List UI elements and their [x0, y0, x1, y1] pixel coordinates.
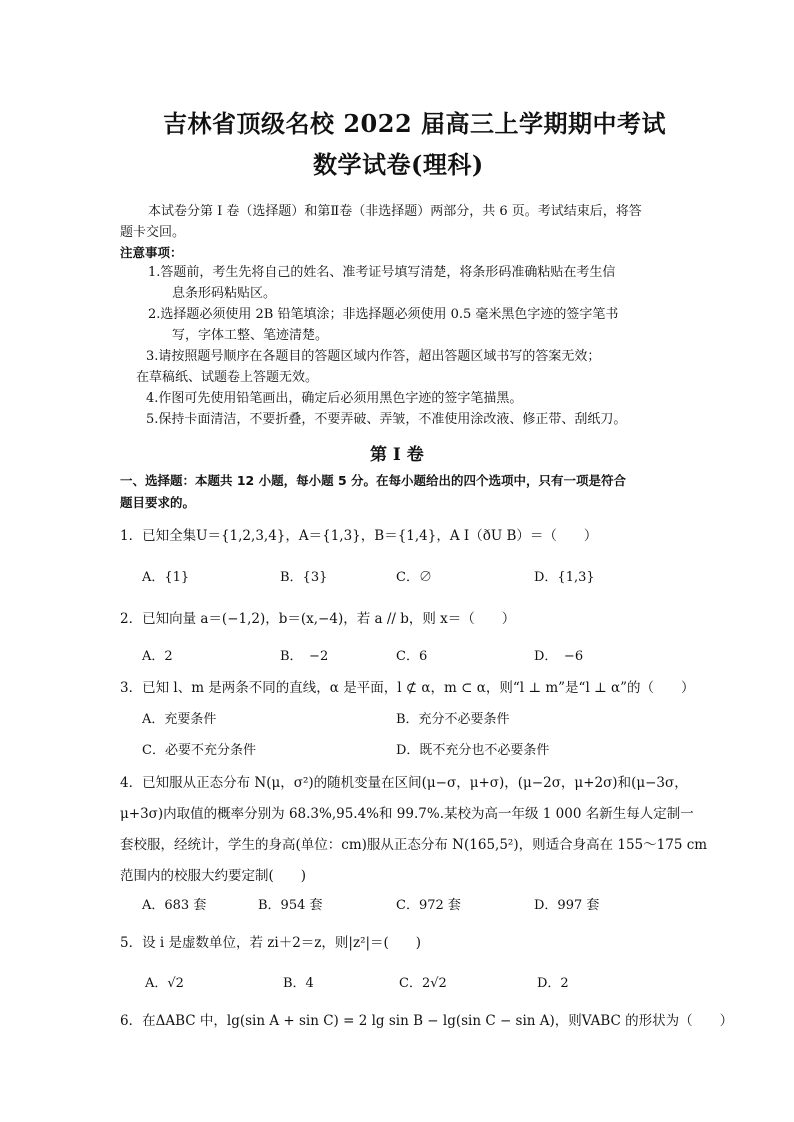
note-5: 5.保持卡面清洁，不要折叠，不要弄破、弄皱，不准使用涂改液、修正带、刮纸刀。	[146, 412, 627, 427]
question-3-stem: 3．已知 l、m 是两条不同的直线，α 是平面，l ⊄ α，m ⊂ α，则“l ⊥ m”是“l ⊥ α”的（ ）	[120, 680, 695, 696]
note-2-line-2: 写，字体工整、笔迹清楚。	[172, 328, 329, 343]
question-1-option-d: D．{1,3}	[534, 570, 595, 585]
question-4-option-c: C．972 套	[396, 898, 461, 913]
question-4-stem-line-1: 4．已知服从正态分布 N(μ，σ²)的随机变量在区间(μ−σ，μ+σ)，(μ−2σ，μ+2σ)和(μ−3σ，	[120, 775, 688, 791]
intro-line-1: 本试卷分第 I 卷（选择题）和第Ⅱ卷（非选择题）两部分，共 6 页。考试结束后，将答	[148, 204, 642, 219]
question-2-option-a: A．2	[142, 649, 173, 664]
note-3-line-1: 3.请按照题号顺序在各题目的答题区域内作答，超出答题区域书写的答案无效；	[146, 349, 601, 364]
note-1-line-1: 1.答题前，考生先将自己的姓名、准考证号填写清楚，将条形码准确粘贴在考生信	[148, 265, 616, 280]
question-4-stem-line-2: μ+3σ)内取值的概率分别为 68.3%,95.4%和 99.7%.某校为高一年级 1 000 名新生每人定制一	[120, 806, 694, 822]
section-instruction-line-2: 题目要求的。	[120, 495, 196, 510]
question-2-option-b: B． −2	[280, 649, 329, 664]
question-3-option-a: A．充要条件	[142, 712, 217, 727]
question-4-stem-line-4: 范围内的校服大约要定制( )	[120, 868, 307, 884]
question-2-option-c: C．6	[396, 649, 428, 664]
exam-subtitle: 数学试卷(理科)	[313, 150, 484, 179]
exam-title: 吉林省顶级名校 2022 届高三上学期期中考试	[163, 109, 667, 138]
question-1-option-c: C．∅	[396, 570, 432, 585]
note-3-line-2: 在草稿纸、试题卷上答题无效。	[136, 370, 319, 385]
question-2-option-d: D． −6	[534, 649, 584, 664]
intro-line-2: 题卡交回。	[120, 225, 186, 240]
notes-heading: 注意事项：	[120, 245, 183, 260]
note-4: 4.作图可先使用铅笔画出，确定后必须用黑色字迹的签字笔描黑。	[146, 391, 523, 406]
question-4-option-b: B．954 套	[258, 898, 323, 913]
section-title: 第 I 卷	[370, 445, 424, 465]
section-instruction-line-1: 一、选择题：本题共 12 小题，每小题 5 分。在每小题给出的四个选项中，只有一项是符合	[120, 473, 627, 488]
question-1-stem: 1．已知全集U＝{1,2,3,4}，A＝{1,3}，B＝{1,4}，A I（ðU B）＝（ ）	[120, 528, 598, 544]
question-4-stem-line-3: 套校服，经统计，学生的身高(单位：cm)服从正态分布 N(165,5²)，则适合身高在 155～175 cm	[120, 837, 708, 853]
note-1-line-2: 息条形码粘贴区。	[172, 286, 277, 301]
question-5-option-d: D．2	[537, 976, 569, 991]
question-3-option-c: C．必要不充分条件	[142, 743, 256, 758]
question-5-stem: 5．设 i 是虚数单位，若 zi＋2＝z，则|z²|＝( )	[120, 935, 422, 951]
question-5-option-a: A．√2	[145, 976, 184, 991]
question-2-stem: 2．已知向量 a＝(−1,2)，b＝(x,−4)，若 a // b，则 x＝（ ）	[120, 611, 516, 627]
question-1-option-b: B．{3}	[280, 570, 328, 585]
question-3-option-d: D．既不充分也不必要条件	[396, 743, 550, 758]
question-6-stem: 6．在ΔABC 中，lg(sin A + sin C) = 2 lg sin B − lg(sin C − sin A)，则VABC 的形状为（ ）	[120, 1013, 734, 1029]
question-4-option-a: A．683 套	[142, 898, 207, 913]
question-1-option-a: A．{1}	[142, 570, 190, 585]
question-5-option-c: C．2√2	[399, 976, 447, 991]
question-4-option-d: D．997 套	[534, 898, 600, 913]
note-2-line-1: 2.选择题必须使用 2B 铅笔填涂；非选择题必须使用 0.5 毫米黑色字迹的签字笔书	[148, 307, 619, 322]
question-5-option-b: B．4	[283, 976, 314, 991]
question-3-option-b: B．充分不必要条件	[396, 712, 510, 727]
